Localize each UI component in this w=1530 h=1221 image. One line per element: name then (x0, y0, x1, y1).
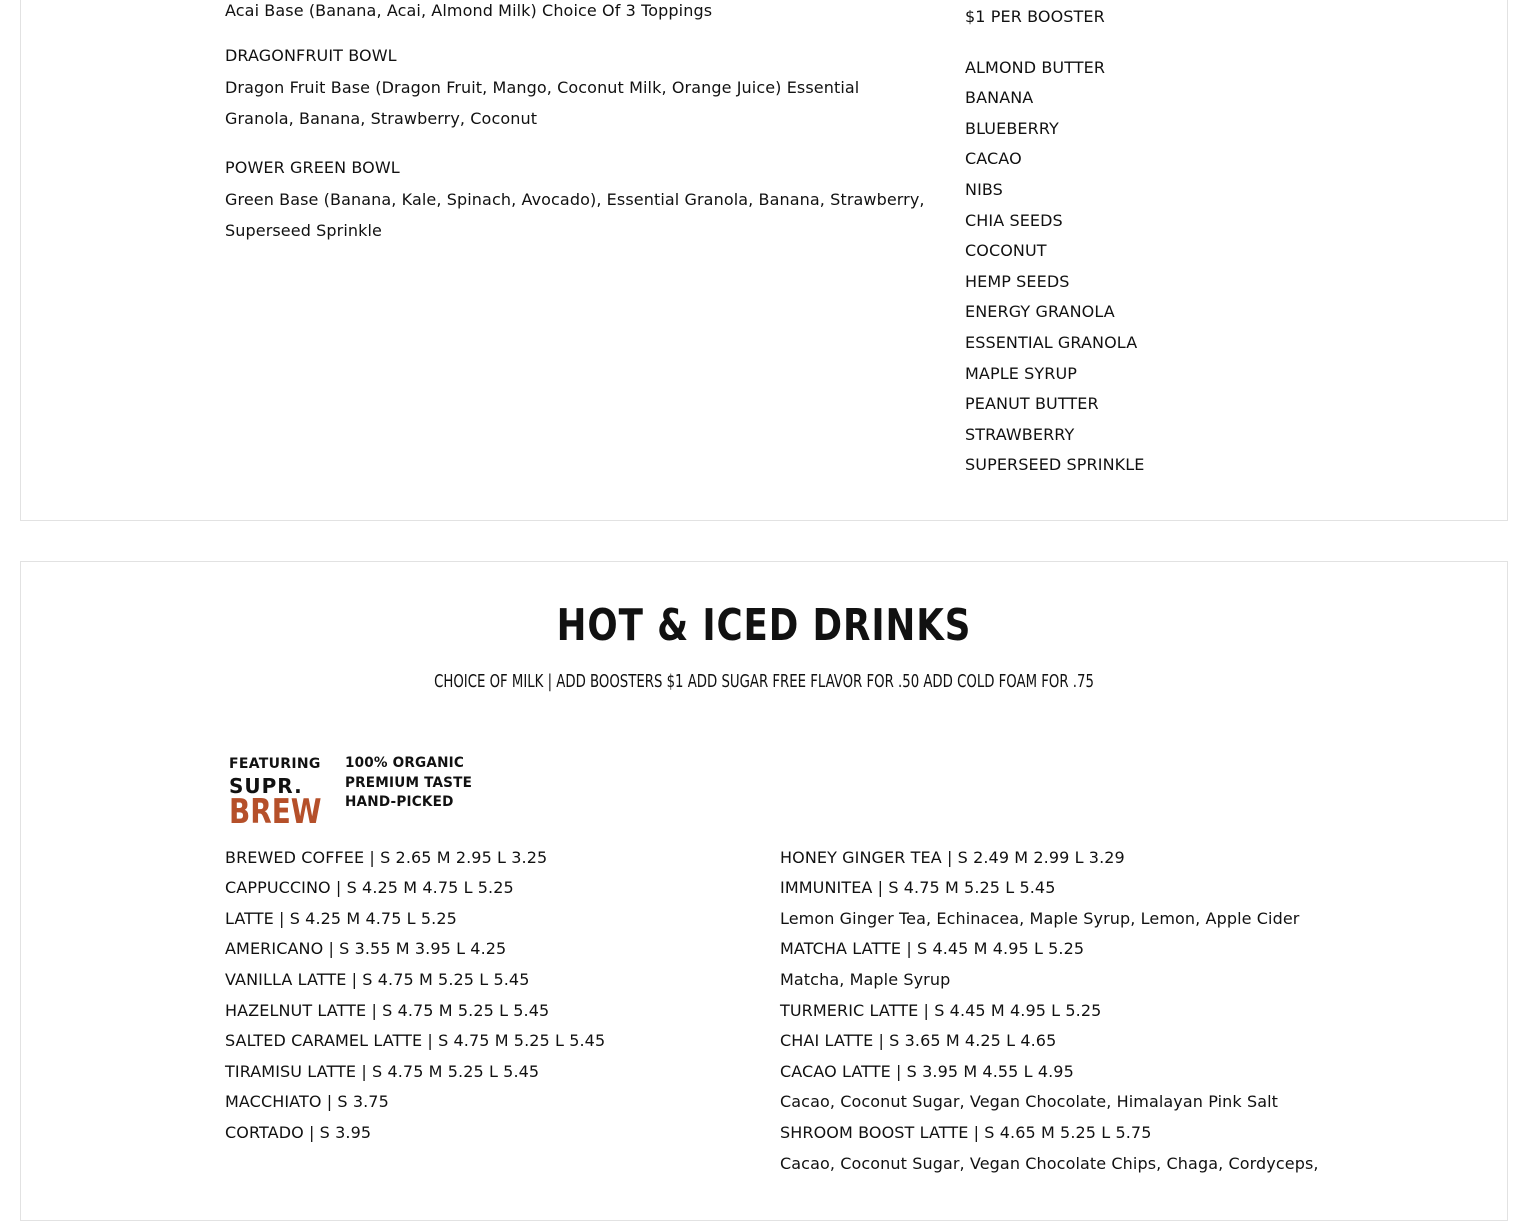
dragonfruit-bowl-title: DRAGONFRUIT BOWL (225, 46, 397, 65)
booster-item: MAPLE SYRUP (965, 364, 1078, 383)
bowls-panel (20, 0, 1508, 521)
booster-item: NIBS (965, 180, 1003, 199)
booster-item: ALMOND BUTTER (965, 58, 1106, 77)
drink-item: AMERICANO | S 3.55 M 3.95 L 4.25 (225, 939, 507, 958)
logo-brand-top: SUPR. (229, 774, 303, 798)
drink-item: VANILLA LATTE | S 4.75 M 5.25 L 5.45 (225, 970, 530, 989)
drinks-panel (20, 561, 1508, 1221)
booster-item: COCONUT (965, 241, 1047, 260)
drinks-section-title: HOT & ICED DRINKS (556, 600, 972, 651)
booster-item: ESSENTIAL GRANOLA (965, 333, 1138, 352)
drink-item: SALTED CARAMEL LATTE | S 4.75 M 5.25 L 5.45 (225, 1031, 606, 1050)
drink-item: CORTADO | S 3.95 (225, 1123, 372, 1142)
booster-item: CACAO (965, 149, 1022, 168)
drink-item: HONEY GINGER TEA | S 2.49 M 2.99 L 3.29 (780, 848, 1125, 867)
drink-item: SHROOM BOOST LATTE | S 4.65 M 5.25 L 5.75 (780, 1123, 1152, 1142)
booster-item: CHIA SEEDS (965, 211, 1063, 230)
drink-item: MATCHA LATTE | S 4.45 M 4.95 L 5.25 (780, 939, 1085, 958)
logo-claim: 100% ORGANIC (345, 755, 465, 771)
drink-description: Cacao, Coconut Sugar, Vegan Chocolate Chips, Chaga, Cordyceps, (780, 1154, 1319, 1173)
drink-item: MACCHIATO | S 3.75 (225, 1092, 389, 1111)
drink-item: CAPPUCCINO | S 4.25 M 4.75 L 5.25 (225, 878, 514, 897)
drink-item: BREWED COFFEE | S 2.65 M 2.95 L 3.25 (225, 848, 548, 867)
booster-item: BANANA (965, 88, 1034, 107)
booster-item: BLUEBERRY (965, 119, 1059, 138)
booster-item: ENERGY GRANOLA (965, 302, 1115, 321)
drink-item: IMMUNITEA | S 4.75 M 5.25 L 5.45 (780, 878, 1056, 897)
drink-item: HAZELNUT LATTE | S 4.75 M 5.25 L 5.45 (225, 1001, 550, 1020)
drink-description: Cacao, Coconut Sugar, Vegan Chocolate, Himalayan Pink Salt (780, 1092, 1279, 1111)
drink-item: TURMERIC LATTE | S 4.45 M 4.95 L 5.25 (780, 1001, 1102, 1020)
booster-price: $1 PER BOOSTER (965, 7, 1105, 26)
drink-description: Matcha, Maple Syrup (780, 970, 951, 989)
acai-bowl-description: Acai Base (Banana, Acai, Almond Milk) Choice Of 3 Toppings (225, 1, 713, 20)
power-green-bowl-title: POWER GREEN BOWL (225, 158, 400, 177)
drink-item: CACAO LATTE | S 3.95 M 4.55 L 4.95 (780, 1062, 1074, 1081)
dragonfruit-bowl-description: Dragon Fruit Base (Dragon Fruit, Mango, Coconut Milk, Orange Juice) Essential Granola, Banana, Strawberry, Coconut (225, 78, 860, 128)
drinks-section-subtitle: CHOICE OF MILK | ADD BOOSTERS $1 ADD SUGAR FREE FLAVOR FOR .50 ADD COLD FOAM FOR .75 (434, 671, 1094, 692)
drink-description: Lemon Ginger Tea, Echinacea, Maple Syrup, Lemon, Apple Cider (780, 909, 1300, 928)
booster-item: STRAWBERRY (965, 425, 1075, 444)
booster-item: PEANUT BUTTER (965, 394, 1099, 413)
booster-item: HEMP SEEDS (965, 272, 1070, 291)
supr-brew-logo (229, 754, 489, 832)
drink-item: CHAI LATTE | S 3.65 M 4.25 L 4.65 (780, 1031, 1057, 1050)
power-green-bowl-description: Green Base (Banana, Kale, Spinach, Avocado), Essential Granola, Banana, Strawberry, Superseed Sprinkle (225, 190, 925, 240)
logo-claim: HAND-PICKED (345, 794, 454, 810)
drink-item: LATTE | S 4.25 M 4.75 L 5.25 (225, 909, 457, 928)
booster-item: SUPERSEED SPRINKLE (965, 455, 1145, 474)
drink-item: TIRAMISU LATTE | S 4.75 M 5.25 L 5.45 (225, 1062, 540, 1081)
logo-featuring-text: FEATURING (229, 756, 321, 772)
logo-brand-bottom: BREW (229, 792, 322, 832)
logo-claims (345, 754, 472, 813)
logo-claim: PREMIUM TASTE (345, 774, 473, 791)
